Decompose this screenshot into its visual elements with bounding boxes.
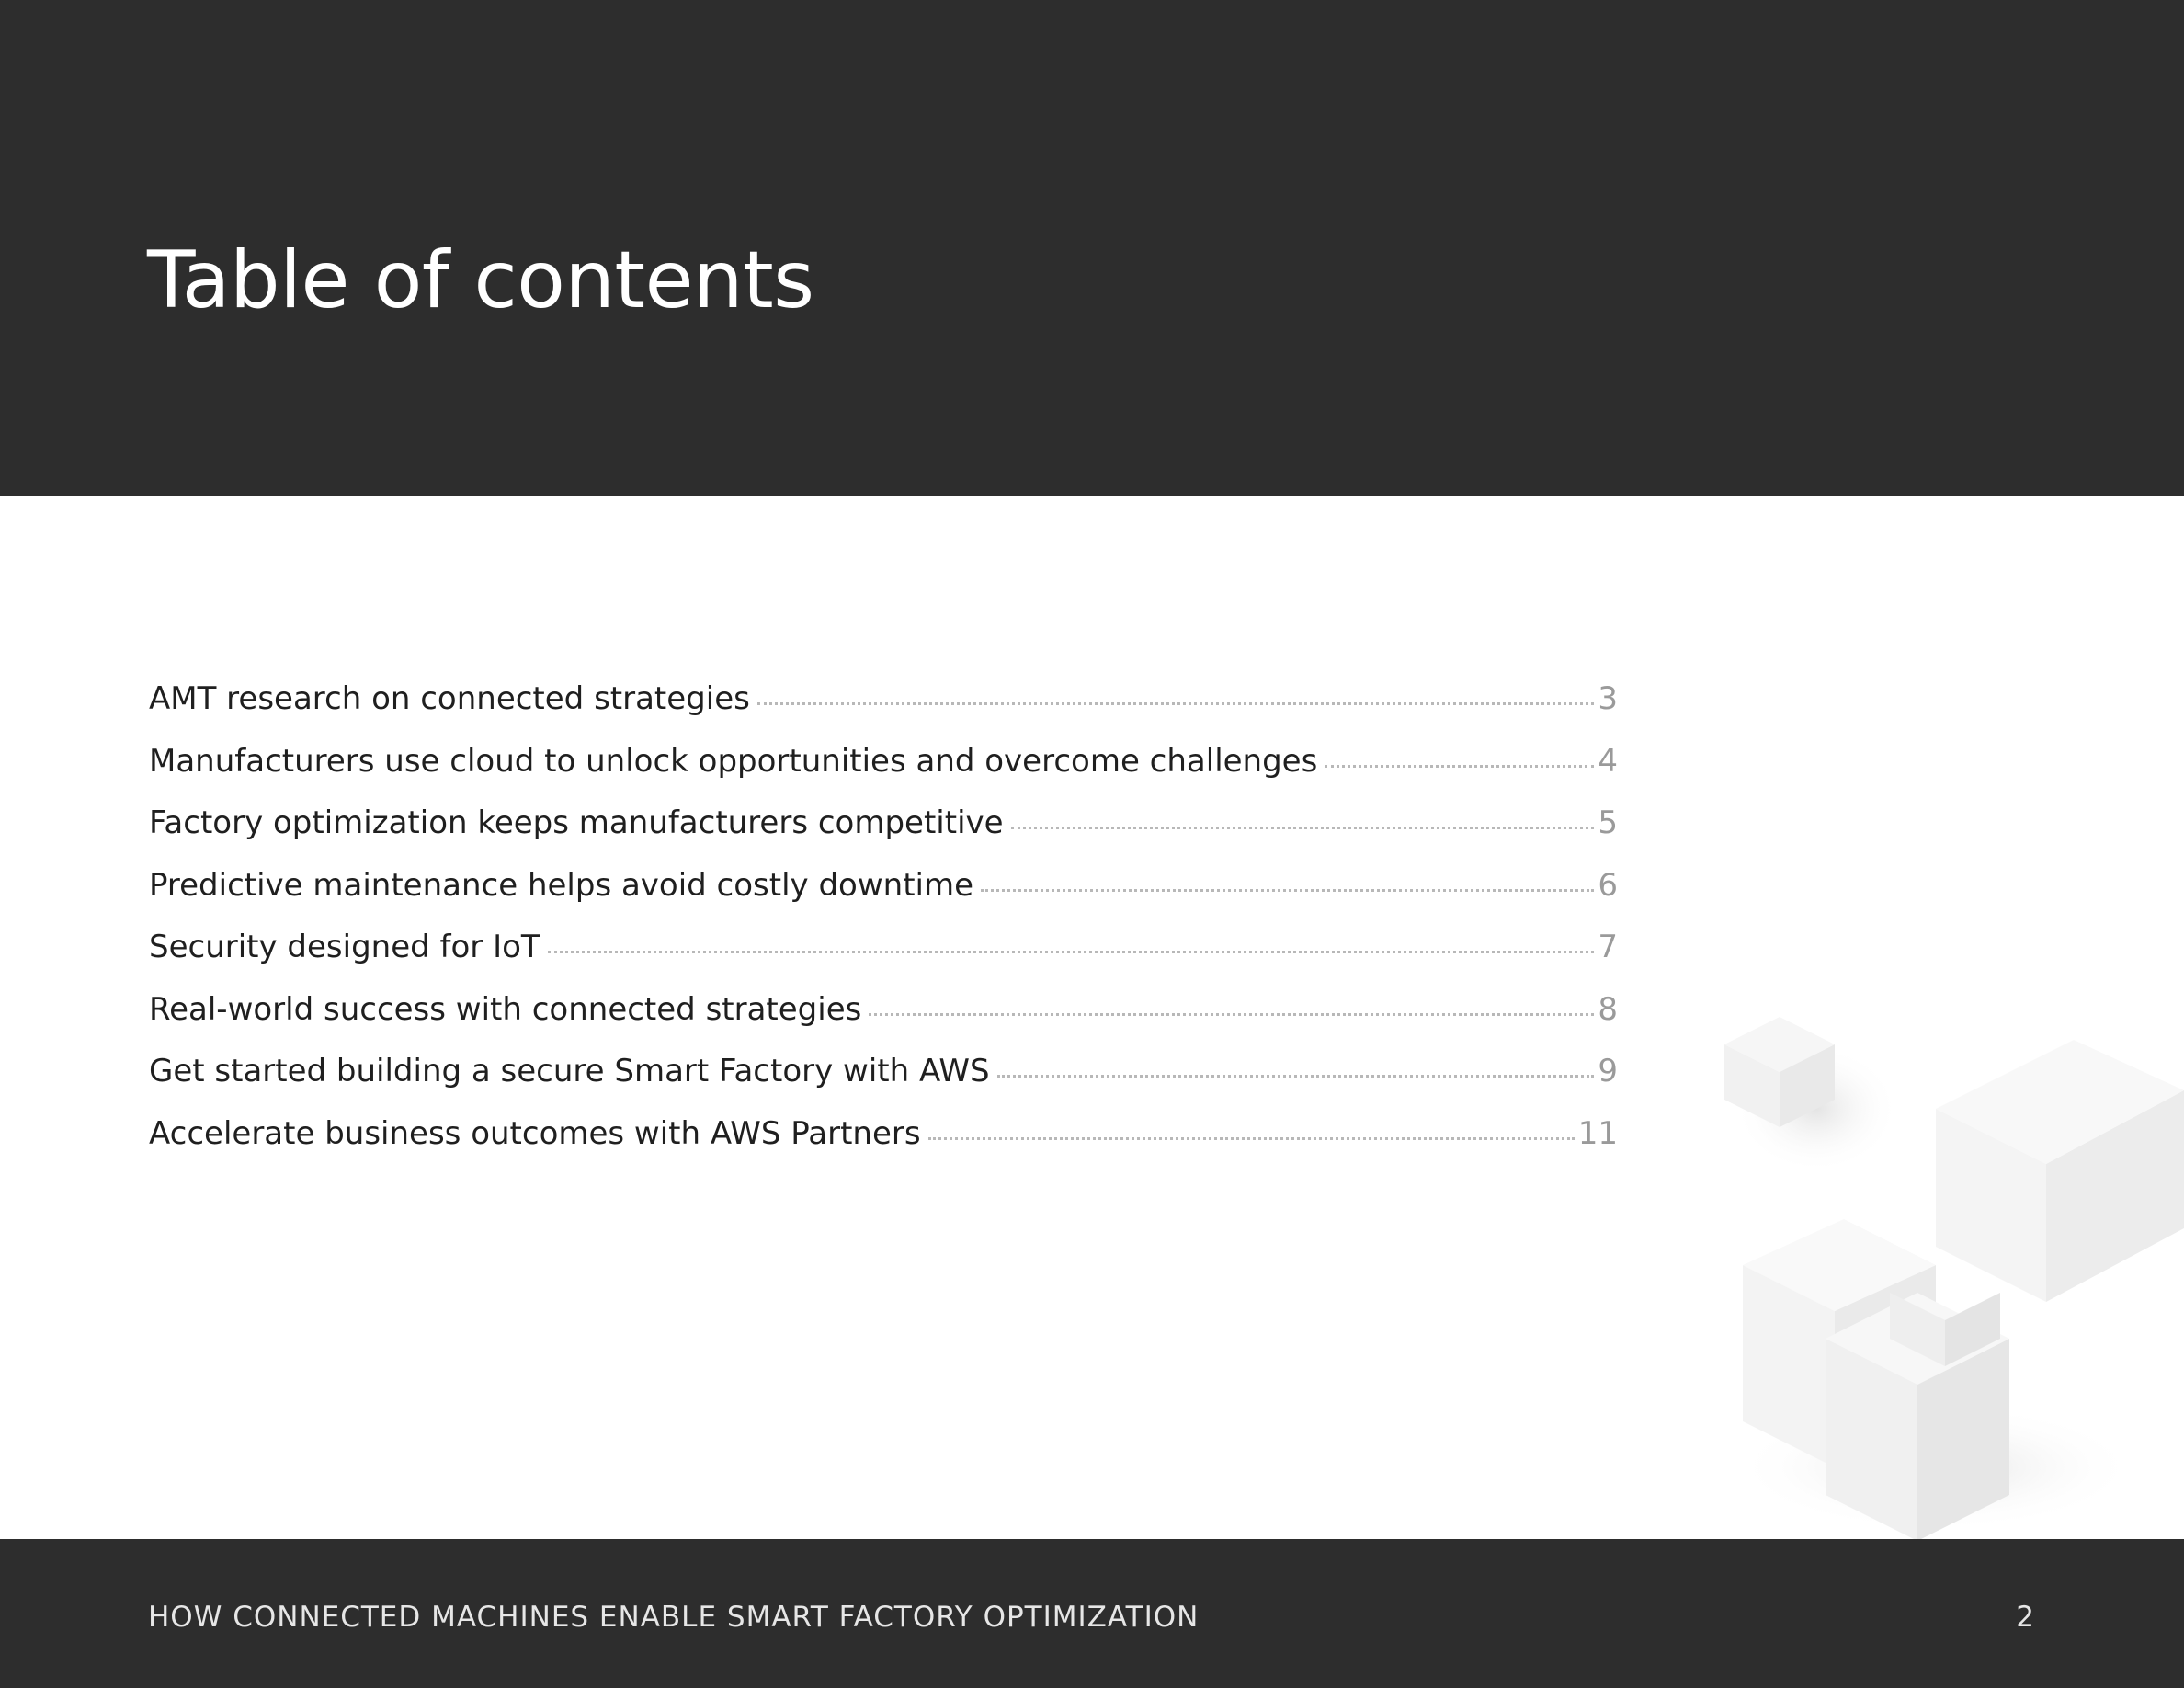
toc-leader-dots <box>981 889 1594 892</box>
header-band <box>0 0 2184 496</box>
toc-entry-title: Get started building a secure Smart Factory with AWS <box>149 1053 990 1089</box>
toc-leader-dots <box>1325 765 1594 768</box>
toc-entry-page: 9 <box>1598 1053 1618 1089</box>
toc-entry[interactable] <box>149 1055 1618 1118</box>
footer-band <box>0 1539 2184 1688</box>
toc-entry-page: 5 <box>1598 804 1618 841</box>
toc-entry[interactable] <box>149 866 1618 932</box>
isometric-cubes-graphic <box>1706 989 2184 1541</box>
toc-entry-title: Security designed for IoT <box>149 929 540 965</box>
toc-entry-title: Factory optimization keeps manufacturers competitive <box>149 804 1004 841</box>
toc-entry[interactable] <box>149 990 1618 1056</box>
toc-entry-title: Manufacturers use cloud to unlock opportunities and overcome challenges <box>149 742 1318 780</box>
page-title: Table of contents <box>147 234 814 326</box>
footer-page-number: 2 <box>2016 1601 2034 1634</box>
toc-entry-title: Accelerate business outcomes with AWS Partners <box>149 1114 921 1152</box>
toc-leader-dots <box>548 951 1595 953</box>
toc-leader-dots <box>928 1137 1575 1140</box>
toc-entry[interactable] <box>149 804 1618 870</box>
toc-leader-dots <box>869 1013 1594 1016</box>
toc-leader-dots <box>997 1075 1595 1078</box>
toc-leader-dots <box>757 702 1595 705</box>
toc-entry[interactable] <box>149 742 1618 808</box>
toc-leader-dots <box>1011 827 1595 829</box>
toc-entry[interactable] <box>149 931 1618 994</box>
toc-entry[interactable] <box>149 680 1618 746</box>
toc-entry-page: 4 <box>1598 742 1618 780</box>
footer-document-title: HOW CONNECTED MACHINES ENABLE SMART FACTORY OPTIMIZATION <box>148 1601 1200 1634</box>
toc-entry-page: 11 <box>1577 1114 1618 1152</box>
toc-entry-title: Real-world success with connected strategies <box>149 990 862 1028</box>
toc-entry-title: AMT research on connected strategies <box>149 680 750 717</box>
table-of-contents <box>149 680 1618 1180</box>
toc-entry[interactable] <box>149 1114 1618 1180</box>
toc-entry-page: 6 <box>1598 866 1618 904</box>
toc-entry-title: Predictive maintenance helps avoid costly downtime <box>149 866 974 904</box>
toc-entry-page: 3 <box>1598 680 1618 717</box>
toc-entry-page: 7 <box>1598 929 1618 965</box>
toc-entry-page: 8 <box>1598 990 1618 1028</box>
